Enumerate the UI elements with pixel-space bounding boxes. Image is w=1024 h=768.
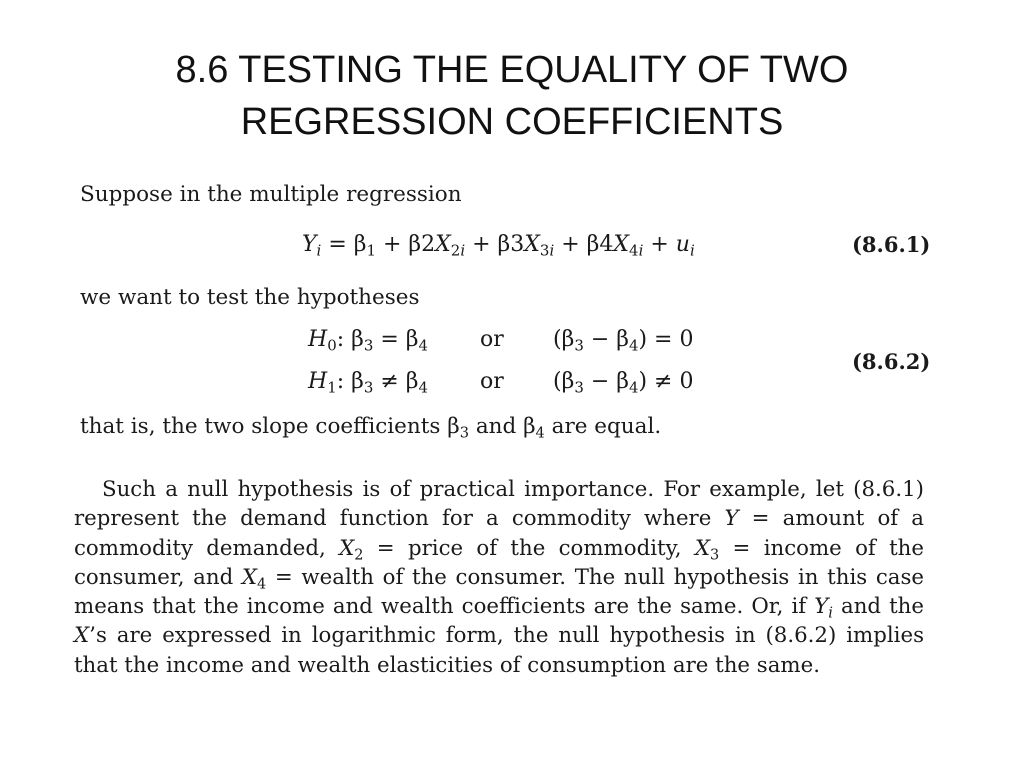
paragraph-line: X’s are expressed in logarithmic form, the null hypothesis in (8.6.2) implies [74, 623, 924, 649]
alternative-hypothesis: $H_1$: $\beta_3 \ne \beta_4$ [308, 369, 428, 397]
alternative-hypothesis-alt: $(\beta_3 - \beta_4) \ne 0$ [553, 369, 694, 397]
paragraph-line: consumer, and $X_4$ = wealth of the consumer. The null hypothesis in this case [74, 564, 924, 593]
equation-8-6-1: $Y_i = \beta_1 + \beta 2X_{2i} + \beta 3X_{3i} + \beta 4X_{4i} + u_i$ [302, 232, 695, 260]
slide-title-line-2: REGRESSION COEFFICIENTS [240, 101, 784, 143]
null-hypothesis: $H_0$: $\beta_3 = \beta_4$ [308, 327, 428, 355]
paragraph-line: Such a null hypothesis is of practical importance. For example, let (8.6.1) [102, 477, 924, 502]
alternative-hypothesis-or: or [480, 369, 504, 394]
equation-number-8-6-1: (8.6.1) [852, 232, 931, 257]
equation-number-8-6-2: (8.6.2) [852, 349, 931, 374]
paragraph-line: represent the demand function for a commodity where Y = amount of a [74, 506, 925, 532]
paragraph-line: commodity demanded, $X_2$ = price of the commodity, $X_3$ = income of the [74, 535, 924, 563]
that-is-text: that is, the two slope coefficients $\beta_3$ and $\beta_4$ are equal. [80, 414, 662, 442]
slide-title-line-1: 8.6 TESTING THE EQUALITY OF TWO [175, 49, 849, 91]
explanation-paragraph [74, 475, 924, 680]
null-hypothesis-alt: $(\beta_3 - \beta_4) = 0$ [553, 327, 694, 355]
paragraph-line: that the income and wealth elasticities of consumption are the same. [74, 652, 820, 678]
intro-text: Suppose in the multiple regression [80, 182, 462, 207]
paragraph-line: means that the income and wealth coefficients are the same. Or, if $Y_i$ and the [74, 594, 924, 622]
slide-title [0, 44, 1024, 148]
hypotheses-intro-text: we want to test the hypotheses [80, 285, 420, 310]
null-hypothesis-or: or [480, 327, 504, 352]
